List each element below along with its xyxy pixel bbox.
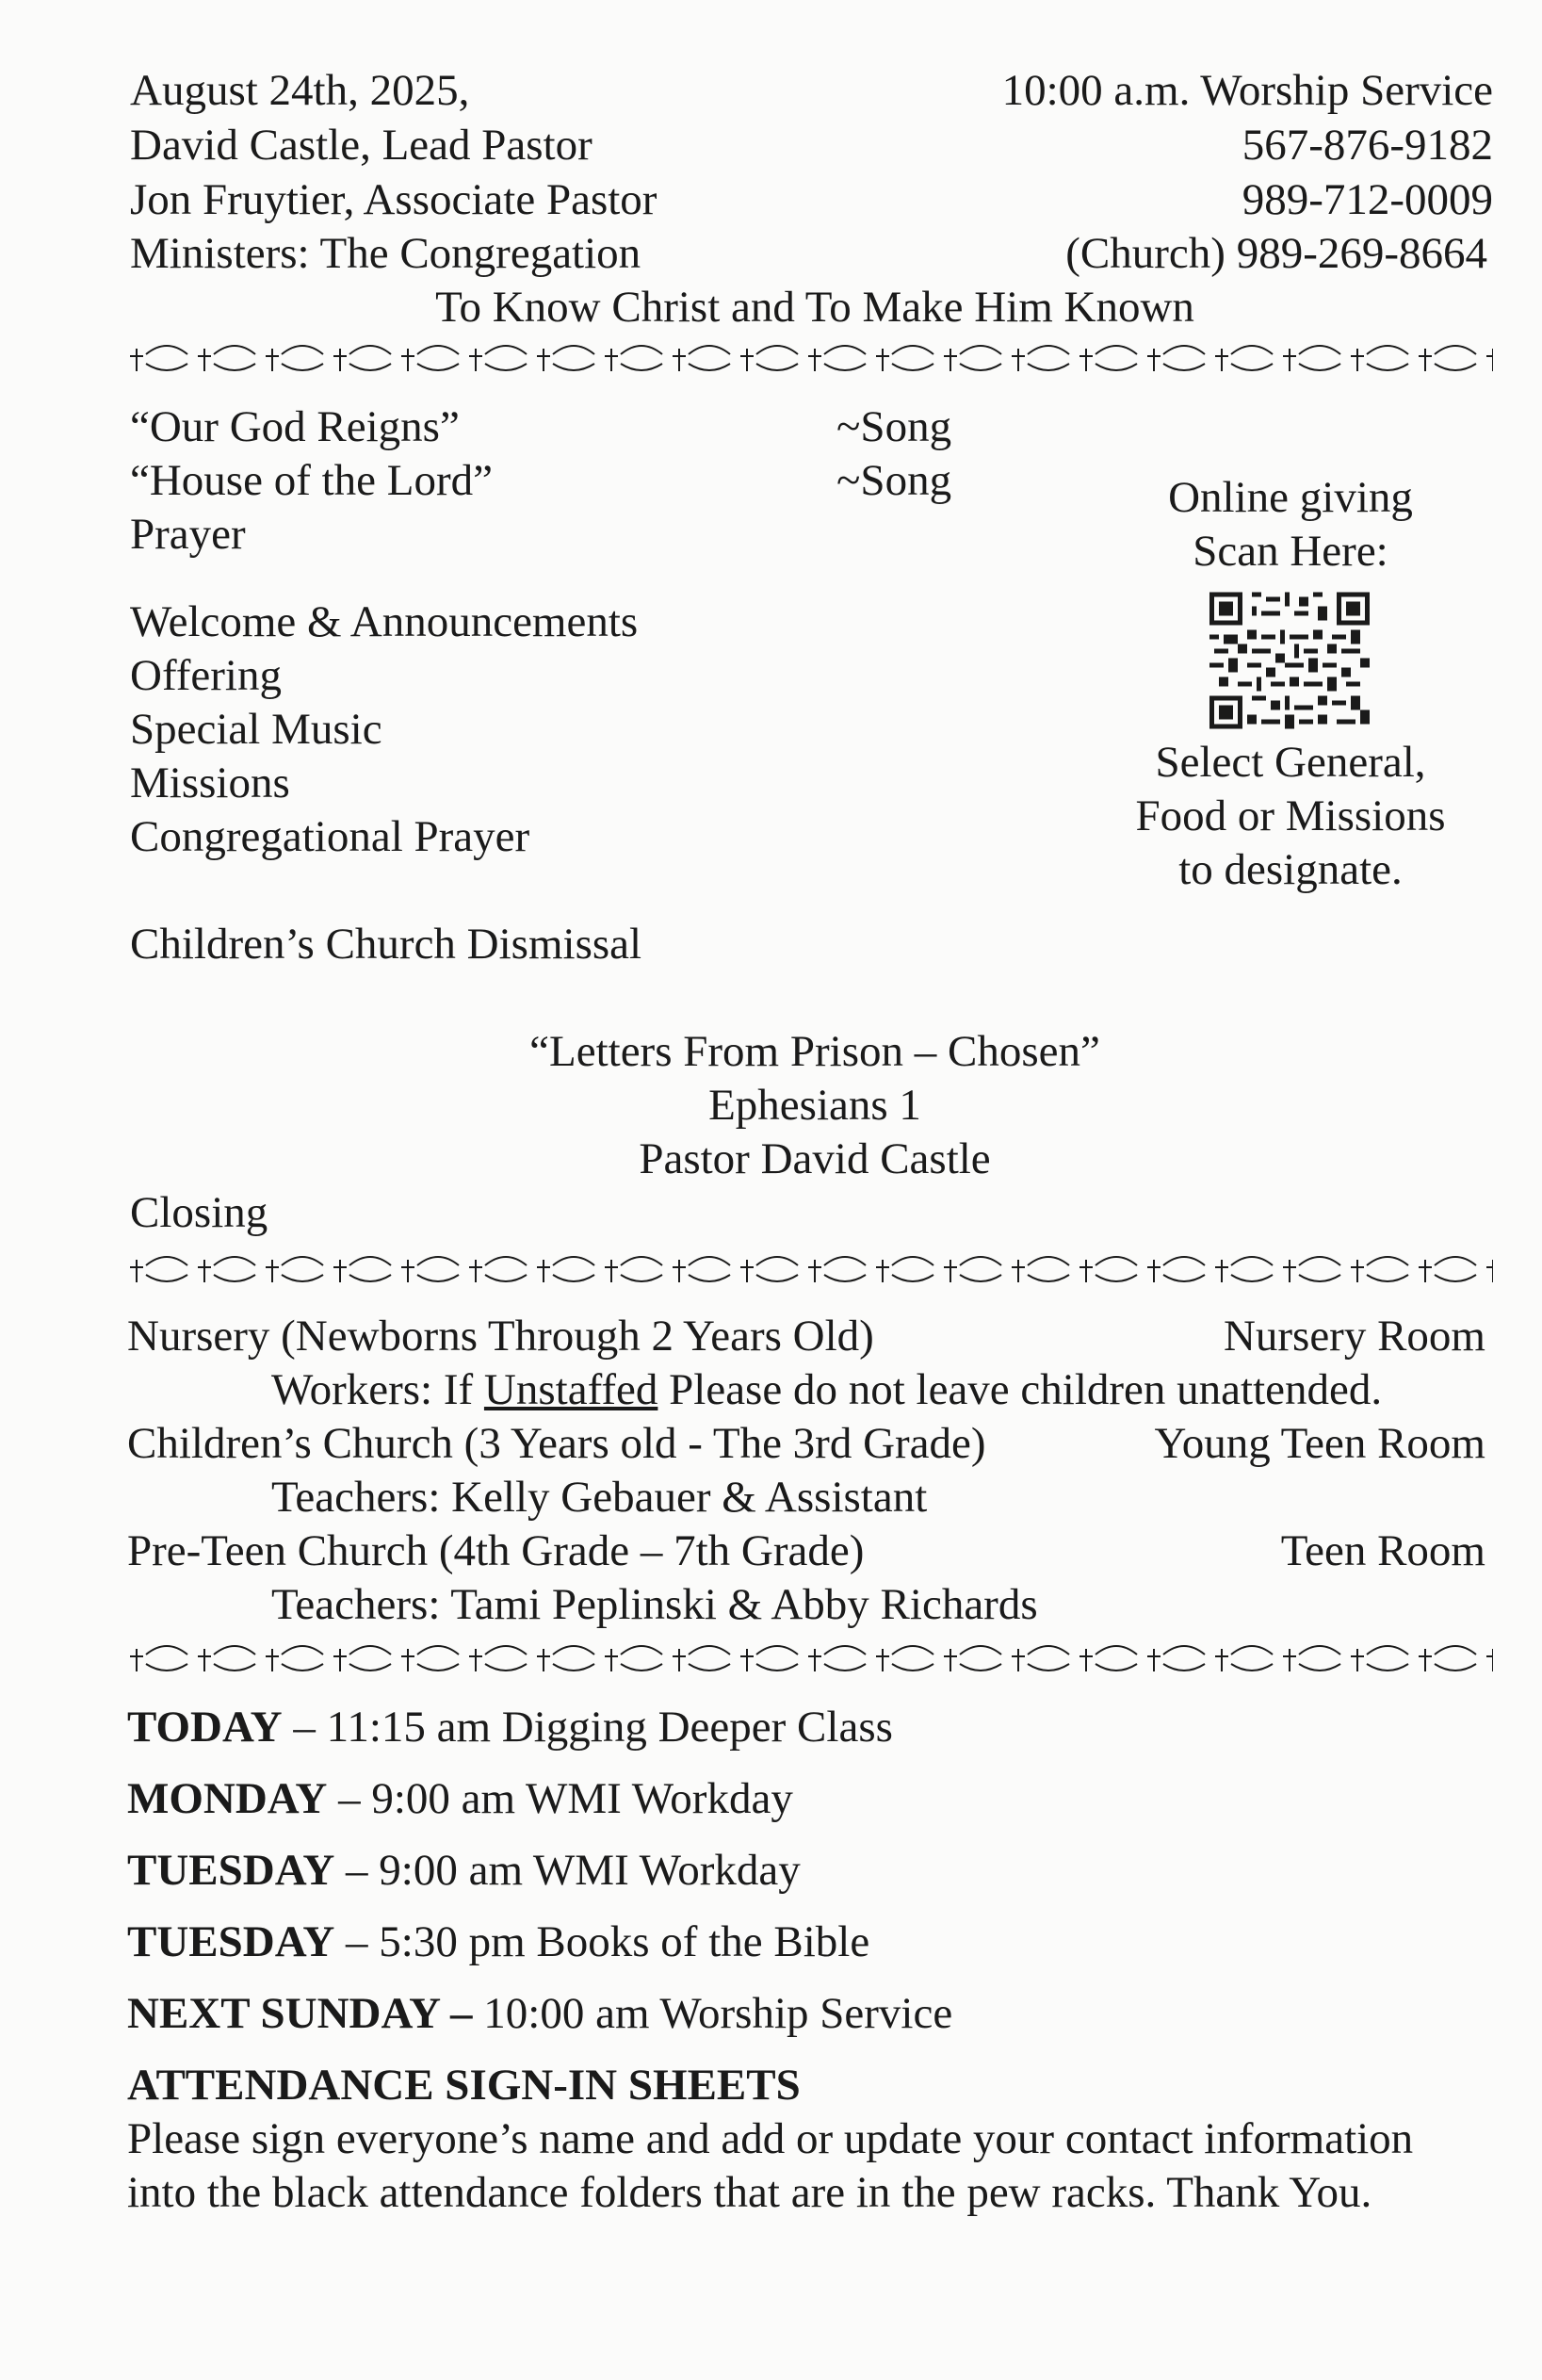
- church-motto: To Know Christ and To Make Him Known: [435, 283, 1194, 332]
- schedule-tuesday-1: TUESDAY – 9:00 am WMI Workday: [127, 1846, 801, 1895]
- nursery-label: Nursery (Newborns Through 2 Years Old): [127, 1312, 874, 1361]
- sermon-scripture: Ephesians 1: [708, 1081, 921, 1130]
- service-date: August 24th, 2025,: [130, 66, 470, 115]
- cross-divider-3: [127, 1639, 1493, 1677]
- lead-pastor-phone: 567-876-9182: [1242, 121, 1493, 170]
- preteen-church-room: Teen Room: [1280, 1526, 1485, 1575]
- song-1-type: ~Song: [836, 402, 952, 451]
- offering: Offering: [130, 651, 282, 700]
- closing: Closing: [130, 1188, 268, 1237]
- church-phone: (Church) 989-269-8664: [1065, 229, 1487, 278]
- ministers: Ministers: The Congregation: [130, 229, 641, 278]
- lead-pastor: David Castle, Lead Pastor: [130, 121, 592, 170]
- giving-line-3: Select General,: [1155, 738, 1426, 787]
- congregational-prayer: Congregational Prayer: [130, 812, 530, 861]
- schedule-next-sunday: NEXT SUNDAY – 10:00 am Worship Service: [127, 1989, 953, 2038]
- attendance-heading: ATTENDANCE SIGN-IN SHEETS: [127, 2061, 801, 2110]
- preteen-church-label: Pre-Teen Church (4th Grade – 7th Grade): [127, 1526, 865, 1575]
- giving-line-2: Scan Here:: [1193, 527, 1388, 576]
- welcome-announcements: Welcome & Announcements: [130, 597, 639, 646]
- service-time: 10:00 a.m. Worship Service: [1001, 66, 1493, 115]
- sermon-title: “Letters From Prison – Chosen”: [529, 1027, 1100, 1076]
- cross-divider-1: [127, 339, 1493, 377]
- song-1: “Our God Reigns”: [130, 402, 460, 451]
- special-music: Special Music: [130, 705, 382, 754]
- giving-line-5: to designate.: [1178, 845, 1403, 894]
- qr-code[interactable]: [1209, 592, 1370, 729]
- attendance-line-1: Please sign everyone’s name and add or update your contact information: [127, 2114, 1414, 2163]
- missions: Missions: [130, 758, 290, 807]
- nursery-room: Nursery Room: [1223, 1312, 1485, 1361]
- childrens-church-dismissal: Children’s Church Dismissal: [130, 920, 642, 969]
- childrens-church-teachers: Teachers: Kelly Gebauer & Assistant: [271, 1473, 928, 1522]
- associate-pastor-phone: 989-712-0009: [1242, 175, 1493, 224]
- childrens-church-label: Children’s Church (3 Years old - The 3rd Grade): [127, 1419, 986, 1468]
- associate-pastor: Jon Fruytier, Associate Pastor: [130, 175, 657, 224]
- song-2-type: ~Song: [836, 456, 952, 505]
- sermon-preacher: Pastor David Castle: [639, 1134, 991, 1183]
- attendance-line-2: into the black attendance folders that are in the pew racks. Thank You.: [127, 2168, 1372, 2217]
- preteen-church-teachers: Teachers: Tami Peplinski & Abby Richards: [271, 1580, 1038, 1629]
- giving-line-4: Food or Missions: [1135, 791, 1446, 840]
- giving-line-1: Online giving: [1168, 473, 1413, 522]
- schedule-monday: MONDAY – 9:00 am WMI Workday: [127, 1774, 793, 1823]
- schedule-today: TODAY – 11:15 am Digging Deeper Class: [127, 1703, 893, 1752]
- schedule-tuesday-2: TUESDAY – 5:30 pm Books of the Bible: [127, 1917, 870, 1966]
- nursery-workers: Workers: If Unstaffed Please do not leave children unattended.: [271, 1365, 1383, 1414]
- childrens-church-room: Young Teen Room: [1154, 1419, 1485, 1468]
- song-2: “House of the Lord”: [130, 456, 493, 505]
- cross-divider-2: [127, 1250, 1493, 1288]
- prayer: Prayer: [130, 510, 246, 559]
